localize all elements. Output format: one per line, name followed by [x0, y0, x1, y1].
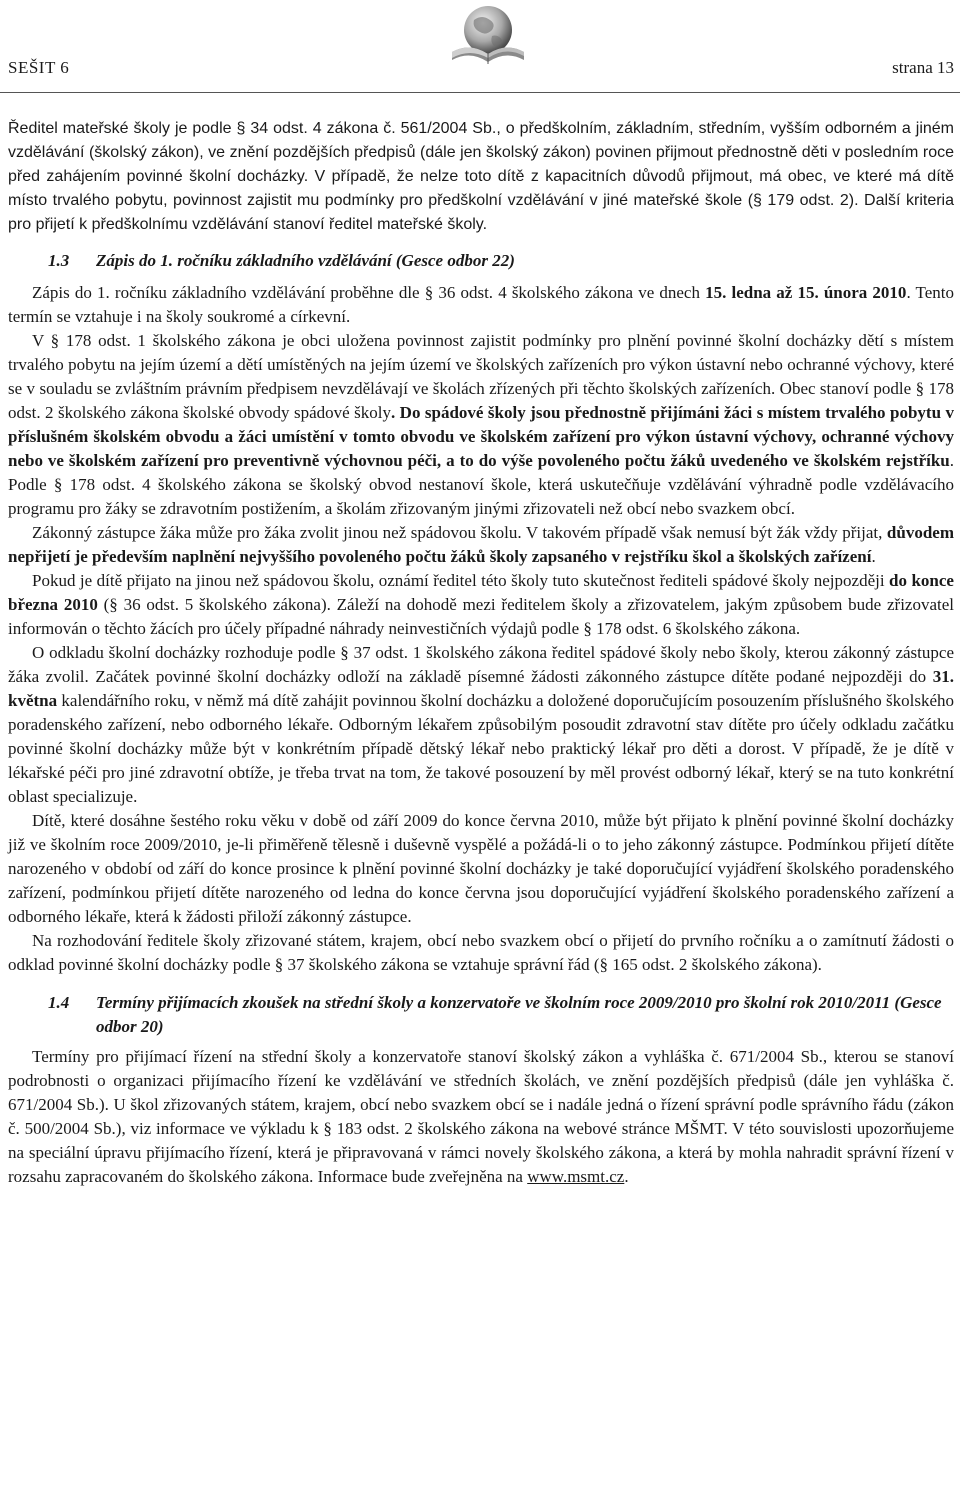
paragraph-kindergarten: Ředitel mateřské školy je podle § 34 odst. 4 zákona č. 561/2004 Sb., o předškolním, základním, středním, vyšším odborném a jiném vzdělávání (školský zákon), ve znění pozdějších předpisů (dále jen školský zákon) povinen přijmout přednostně děti v posledním roce před zahájením povinné školní docházky. V případě, že nelze toto dítě z kapacitních důvodů přijmout, má obec, ve které má dítě místo trvalého pobytu, povinnost zajistit mu podmínky pro předškolní vzdělávání v jiné mateřské škole (§ 179 odst. 2). Další kriteria pro přijetí k předškolnímu vzdělávání stanoví ředitel mateřské školy.: [8, 120, 954, 233]
paragraph-entrance-exams: Termíny pro přijímací řízení na střední školy a konzervatoře stanoví školský zákon a vyhláška č. 671/2004 Sb., kterou se stanoví podrobnosti o organizaci přijímacího řízení ke vzdělávání ve středních školách, ve znění pozdějších předpisů (dále jen vyhláška č. 671/2004 Sb.). U škol zřizovaných státem, krajem, obcí nebo svazkem obcí se i nadále jedná o řízení správní podle správního řádu (zákon č. 500/2004 Sb.), viz informace ve výkladu k § 183 odst. 2 školského zákona na webové stránce MŠMT. V této souvislosti upozorňujeme na speciální úpravu přijímacího řízení, která je připravovaná v rámci novely školského zákona, a která by mohla nahradit správní řízení v rozsahu zapracovaném do školského zákona. Informace bude zveřejněna na www.msmt.cz.: [8, 1047, 954, 1186]
paragraph-early-admission: Dítě, které dosáhne šestého roku věku v době od září 2009 do konce června 2010, může být přijato k plnění povinné školní docházky již ve školním roce 2009/2010, je-li přiměřeně tělesně i duševně vyspělé a požádá-li o to jeho zákonný zástupce. Podmínkou přijetí dítěte narozeného v období od září do konce prosince k plnění povinné školní docházky je také doporučující vyjádření školského poradenského zařízení, podmínkou přijetí dítěte narozeného od ledna do konce června jsou doporučující vyjádření školského poradenského zařízení a odborného lékaře, která k žádosti přiloží zákonný zástupce.: [8, 811, 954, 926]
book-globe-icon: [448, 2, 526, 68]
paragraph-enrollment: Zápis do 1. ročníku základního vzdělávání proběhne dle § 36 odst. 4 školského zákona ve dnech 15. ledna až 15. února 2010. Tento termín se vztahuje i na školy soukromé a církevní.: [8, 283, 954, 326]
page-number: strana 13: [892, 58, 954, 77]
section-title: Zápis do 1. ročníku základního vzdělávání (Gesce odbor 22): [96, 251, 515, 270]
header-rule: [0, 92, 960, 93]
section-title: Termíny přijímacích zkoušek na střední školy a konzervatoře ve školním roce 2009/2010 pro školní rok 2010/2011 (Gesce odbor 20): [96, 993, 942, 1036]
document-body: [8, 117, 954, 1189]
paragraph-decision: Na rozhodování ředitele školy zřizované státem, krajem, obcí nebo svazkem obcí o přijetí do prvního ročníku a o zamítnutí žádosti o odklad povinné školní docházky podle § 37 školského zákona se vztahuje správní řád (§ 165 odst. 2 školského zákona).: [8, 931, 954, 974]
section-heading-1-4: [8, 991, 954, 1039]
msmt-link[interactable]: www.msmt.cz: [527, 1167, 625, 1186]
section-number: 1.3: [48, 251, 70, 270]
paragraph-legal-guardian: Zákonný zástupce žáka může pro žáka zvolit jinou než spádovou školu. V takovém případě však nemusí být žák vždy přijat, důvodem nepřijetí je především naplnění nejvyššího povoleného počtu žáků školy zapsaného v rejstříku škol a školských zařízení.: [8, 523, 954, 566]
booklet-label: SEŠIT 6: [8, 58, 70, 77]
paragraph-school-district: V § 178 odst. 1 školského zákona je obci uložena povinnost zajistit podmínky pro plnění povinné školní docházky dětí s místem trvalého pobytu na jejím území a dětí umístěných na jejím území ve školských zařízeních pro výkon ústavní nebo ochranné výchovy, které se v souladu se zvláštním právním předpisem nevzdělávají ve školách zřízených při těchto školských zařízeních. Obec stanoví podle § 178 odst. 2 školského zákona školské obvody spádové školy. Do spádové školy jsou přednostně přijímáni žáci s místem trvalého pobytu v příslušném školském obvodu a žáci umístění v tomto obvodu ve školském zařízení pro výkon ústavní výchovy, ochranné výchovy nebo ve školském zařízení pro preventivně výchovnou péči, a to do výše povoleného počtu žáků uvedeného ve školském rejstříku. Podle § 178 odst. 4 školského zákona se školský obvod nestanoví škole, která uskutečňuje vzdělávání výhradně podle vzdělávacího programu pro žáky se zdravotním postižením, a školám zřizovaným jinými zřizovateli než obcí nebo svazkem obcí.: [8, 331, 954, 518]
section-number: 1.4: [48, 993, 70, 1012]
section-heading-1-3: [8, 249, 954, 273]
paragraph-other-school: Pokud je dítě přijato na jinou než spádovou školu, oznámí ředitel této školy tuto skutečnost řediteli spádové školy nejpozději do konce března 2010 (§ 36 odst. 5 školského zákona). Záleží na dohodě mezi ředitelem školy a zřizovatelem, jakým způsobem bude zřizovatel informován o těchto žácích pro účely případné náhrady neinvestičních výdajů podle § 178 odst. 6 školského zákona.: [8, 571, 955, 638]
paragraph-deferral: O odkladu školní docházky rozhoduje podle § 37 odst. 1 školského zákona ředitel spádové školy nebo školy, kterou zákonný zástupce žáka zvolil. Začátek povinné školní docházky odloží na základě písemné žádosti zákonného zástupce dítěte podané nejpozději do 31. května kalendářního roku, v němž má dítě zahájit povinnou školní docházku a doložené doporučujícím posouzením příslušného školského poradenského zařízení, nebo odborného lékaře. Odborným lékařem způsobilým posoudit zdravotní stav dítěte pro účely odkladu začátku povinné školní docházky může být v konkrétním případě dětský lékař nebo praktický lékař pro děti a dorost. V případě, že je dítě v lékařské péči pro jiné zdravotní obtíže, je třeba trvat na tom, že takové posouzení by měl provést odborný lékař, který se na tuto konkrétní oblast specializuje.: [8, 643, 954, 806]
